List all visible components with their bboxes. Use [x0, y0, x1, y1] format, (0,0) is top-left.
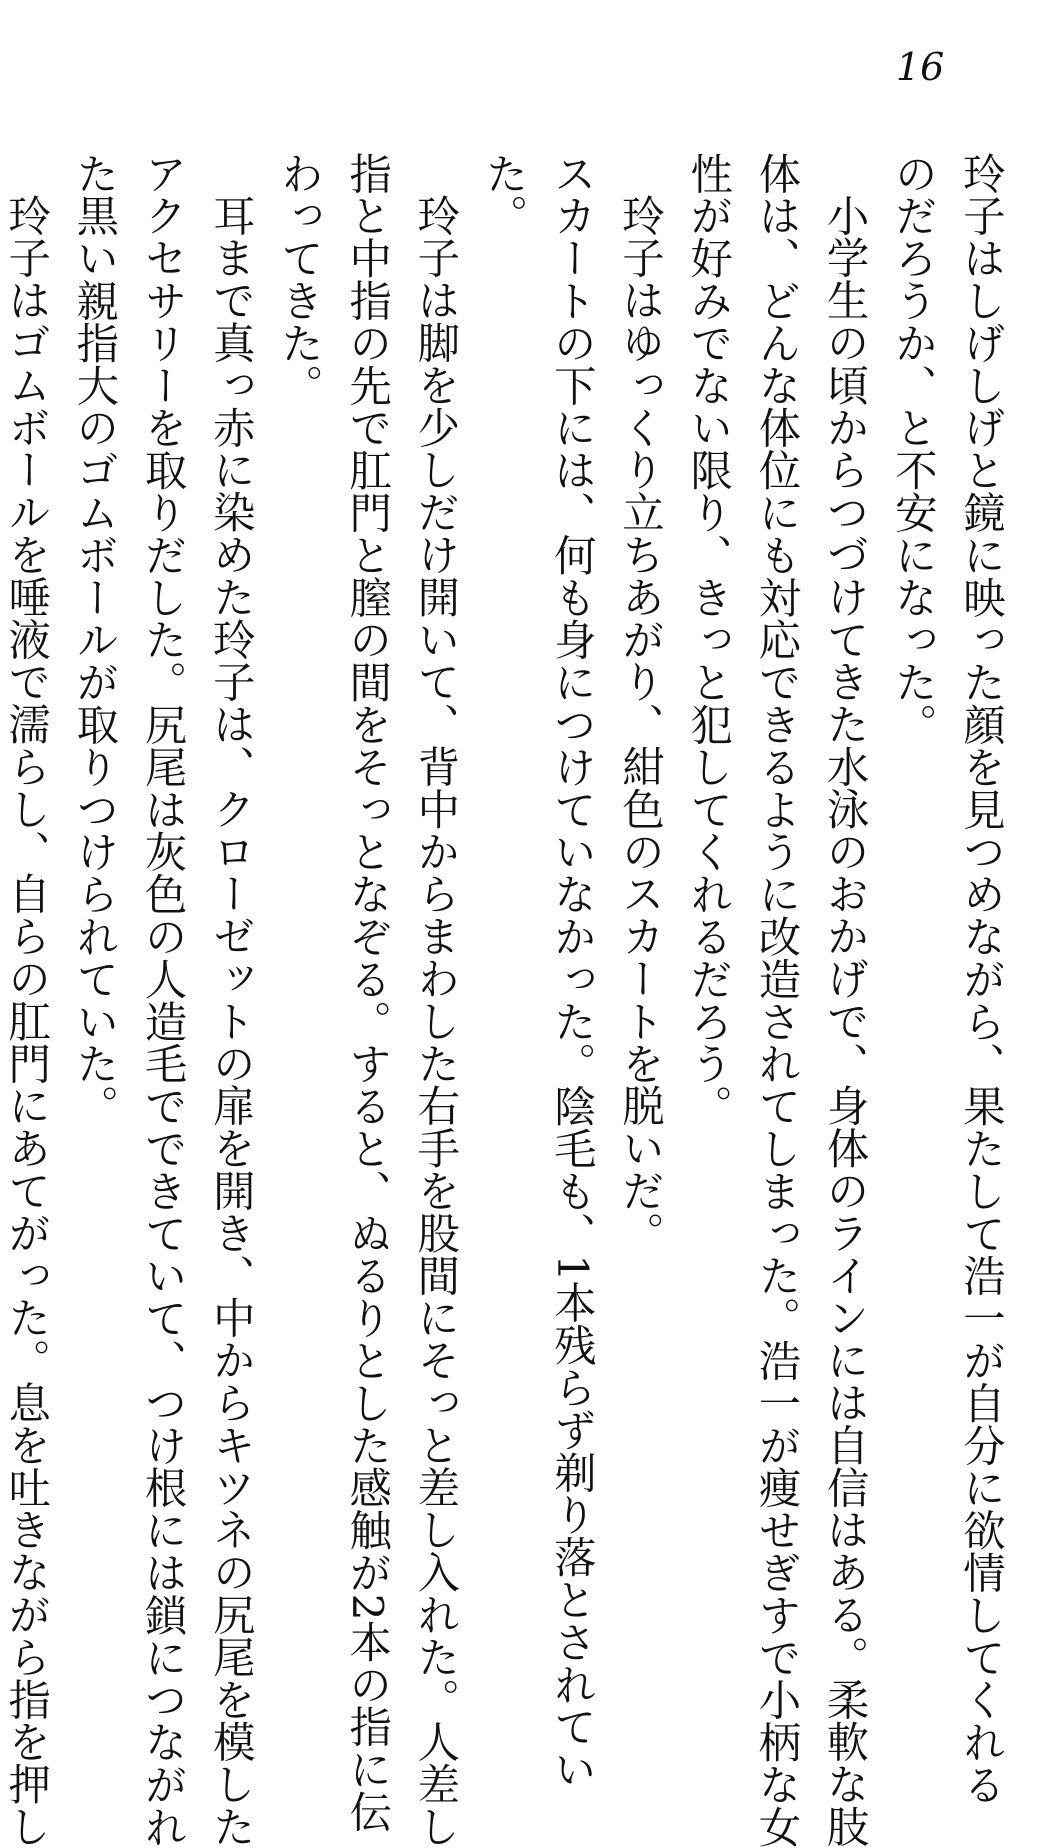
- text-line: スカートの下には、何も身につけていなかった。陰毛も、1本残らず剃り落とされてい: [547, 152, 597, 1791]
- body-text: [2, 152, 1015, 1848]
- text-line: 玲子はゆっくり立ちあがり、紺色のスカートを脱いだ。: [615, 194, 665, 1255]
- text-line: た。: [479, 152, 529, 237]
- text-line: た黒い親指大のゴムボールが取りつけられていた。: [70, 152, 120, 1128]
- text-line: 耳まで真っ赤に染めた玲子は、クローゼットの扉を開き、中からキツネの尻尾を模した: [206, 194, 256, 1848]
- text-line: 玲子はしげしげと鏡に映った顔を見つめながら、果たして浩一が自分に欲情してくれる: [957, 152, 1006, 1806]
- text-line: 玲子はゴムボールを唾液で濡らし、自らの肛門にあてがった。息を吐きながら指を押し: [2, 194, 52, 1848]
- paragraph: [674, 152, 879, 1848]
- text-line: 小学生の頃からつづけてきた水泳のおかげで、身体のラインには自信はある。柔軟な肢: [820, 194, 870, 1848]
- text-line: のだろうか、と不安になった。: [888, 152, 938, 746]
- text-line: 性が好みでない限り、きっと犯してくれるだろう。: [684, 152, 734, 1128]
- page-number: 16: [896, 45, 945, 89]
- paragraph: [265, 152, 470, 1848]
- paragraph: [0, 152, 60, 1848]
- text-line: アクセサリーを取りだした。尻尾は灰色の人造毛でできていて、つけ根には鎖につながれ: [138, 152, 188, 1848]
- paragraph: [60, 152, 265, 1848]
- paragraph: [469, 152, 674, 1791]
- paragraph: [879, 152, 1015, 1806]
- text-line: 玲子は脚を少しだけ開いて、背中からまわした右手を股間にそっと差し入れた。人差し: [411, 194, 461, 1848]
- text-line: 体は、どんな体位にも対応できるように改造されてしまった。浩一が痩せぎすで小柄な女: [752, 152, 802, 1848]
- text-line: わってきた。: [274, 152, 324, 407]
- text-line: 指と中指の先で肛門と膣の間をそっとなぞる。すると、ぬるりとした感触が2本の指に伝: [343, 152, 393, 1833]
